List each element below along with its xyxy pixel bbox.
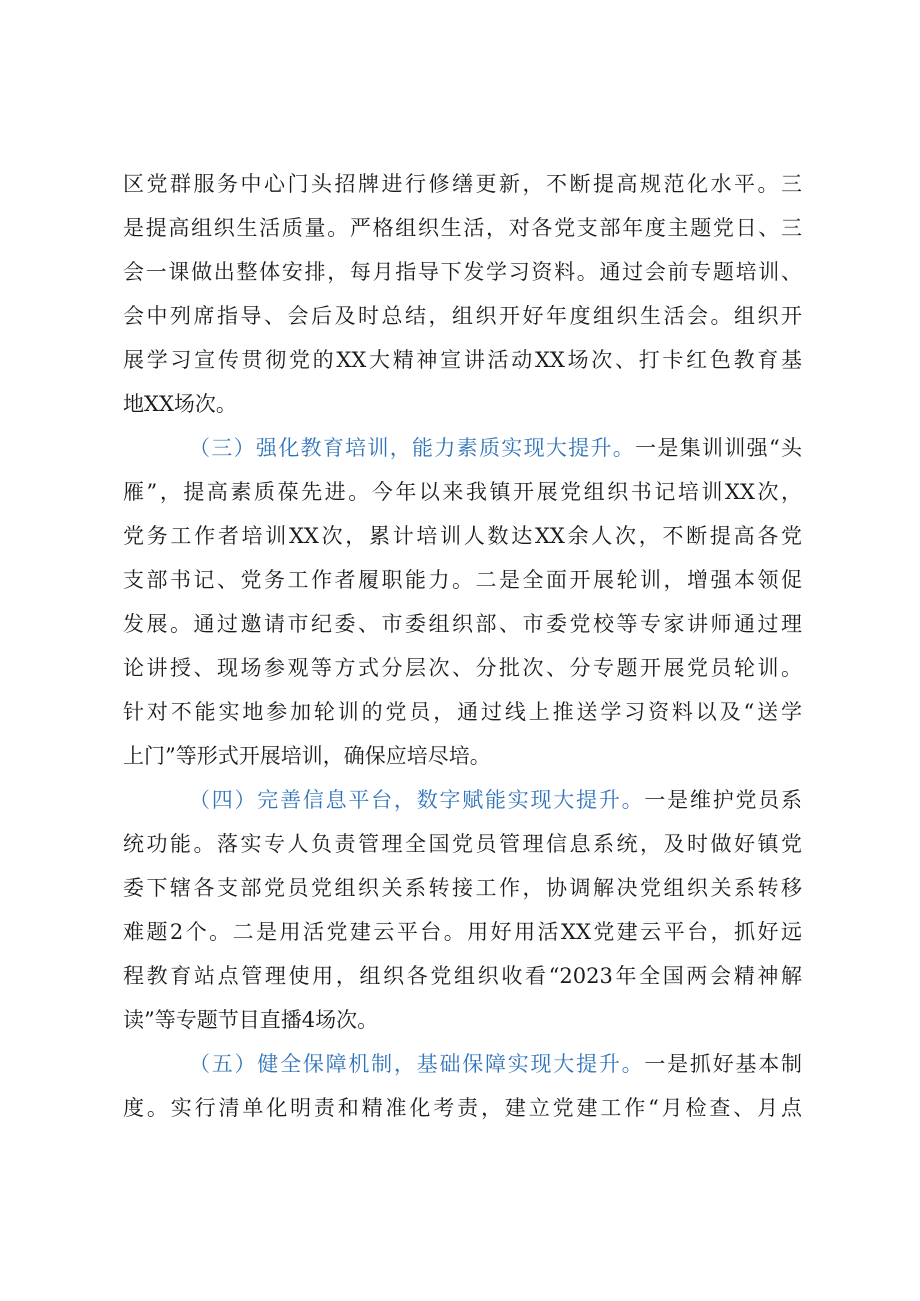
section-heading: （五）健全保障机制，基础保障实现大提升。 bbox=[189, 1052, 645, 1076]
text-line: 发展。通过邀请市纪委、市委组织部、市委党校等专家讲师通过理 bbox=[123, 612, 802, 636]
section-text: 一是维护党员系 bbox=[644, 788, 803, 812]
section-first-line bbox=[123, 778, 802, 822]
text-line: 论讲授、现场参观等方式分层次、分批次、分专题开展党员轮训。 bbox=[123, 656, 802, 680]
section-first-line bbox=[123, 1042, 802, 1086]
text-line: 雁”，提高素质葆先进。今年以来我镇开展党组织书记培训XX次， bbox=[123, 480, 802, 504]
text-line: 会一课做出整体安排，每月指导下发学习资料。通过会前专题培训、 bbox=[123, 260, 802, 284]
text-line: 是提高组织生活质量。严格组织生活，对各党支部年度主题党日、三 bbox=[123, 216, 802, 240]
text-line: 展学习宣传贯彻党的XX大精神宣讲活动XX场次、打卡红色教育基 bbox=[123, 348, 802, 372]
text-line: 度。实行清单化明责和精准化考责，建立党建工作“月检查、月点 bbox=[123, 1096, 802, 1120]
text-line: 支部书记、党务工作者履职能力。二是全面开展轮训，增强本领促 bbox=[123, 568, 802, 592]
text-line: 难题2个。二是用活党建云平台。用好用活XX党建云平台，抓好远 bbox=[123, 920, 802, 944]
paragraph-continuation bbox=[123, 162, 802, 426]
text-line: 程教育站点管理使用，组织各党组织收看“2023年全国两会精神解 bbox=[123, 964, 802, 988]
text-line: 区党群服务中心门头招牌进行修缮更新，不断提高规范化水平。三 bbox=[123, 172, 802, 196]
paragraph-section-3 bbox=[123, 426, 802, 778]
text-line: 地XX场次。 bbox=[123, 392, 237, 416]
text-line: 上门”等形式开展培训，确保应培尽培。 bbox=[123, 744, 491, 768]
section-heading: （四）完善信息平台，数字赋能实现大提升。 bbox=[189, 788, 645, 812]
text-line: 统功能。落实专人负责管理全国党员管理信息系统，及时做好镇党 bbox=[123, 832, 802, 856]
paragraph-section-4 bbox=[123, 778, 802, 1042]
text-line: 党务工作者培训XX次，累计培训人数达XX余人次，不断提高各党 bbox=[123, 524, 802, 548]
text-line: 会中列席指导、会后及时总结，组织开好年度组织生活会。组织开 bbox=[123, 304, 802, 328]
text-line: 针对不能实地参加轮训的党员，通过线上推送学习资料以及“送学 bbox=[123, 700, 802, 724]
section-text: 一是抓好基本制 bbox=[644, 1052, 803, 1076]
section-text: 一是集训训强“头 bbox=[635, 436, 802, 460]
text-line: 委下辖各支部党员党组织关系转接工作，协调解决党组织关系转移 bbox=[123, 876, 802, 900]
section-heading: （三）强化教育培训，能力素质实现大提升。 bbox=[189, 436, 636, 460]
text-line: 读”等专题节目直播4场次。 bbox=[123, 1008, 379, 1032]
paragraph-section-5 bbox=[123, 1042, 802, 1130]
section-first-line bbox=[123, 426, 802, 470]
